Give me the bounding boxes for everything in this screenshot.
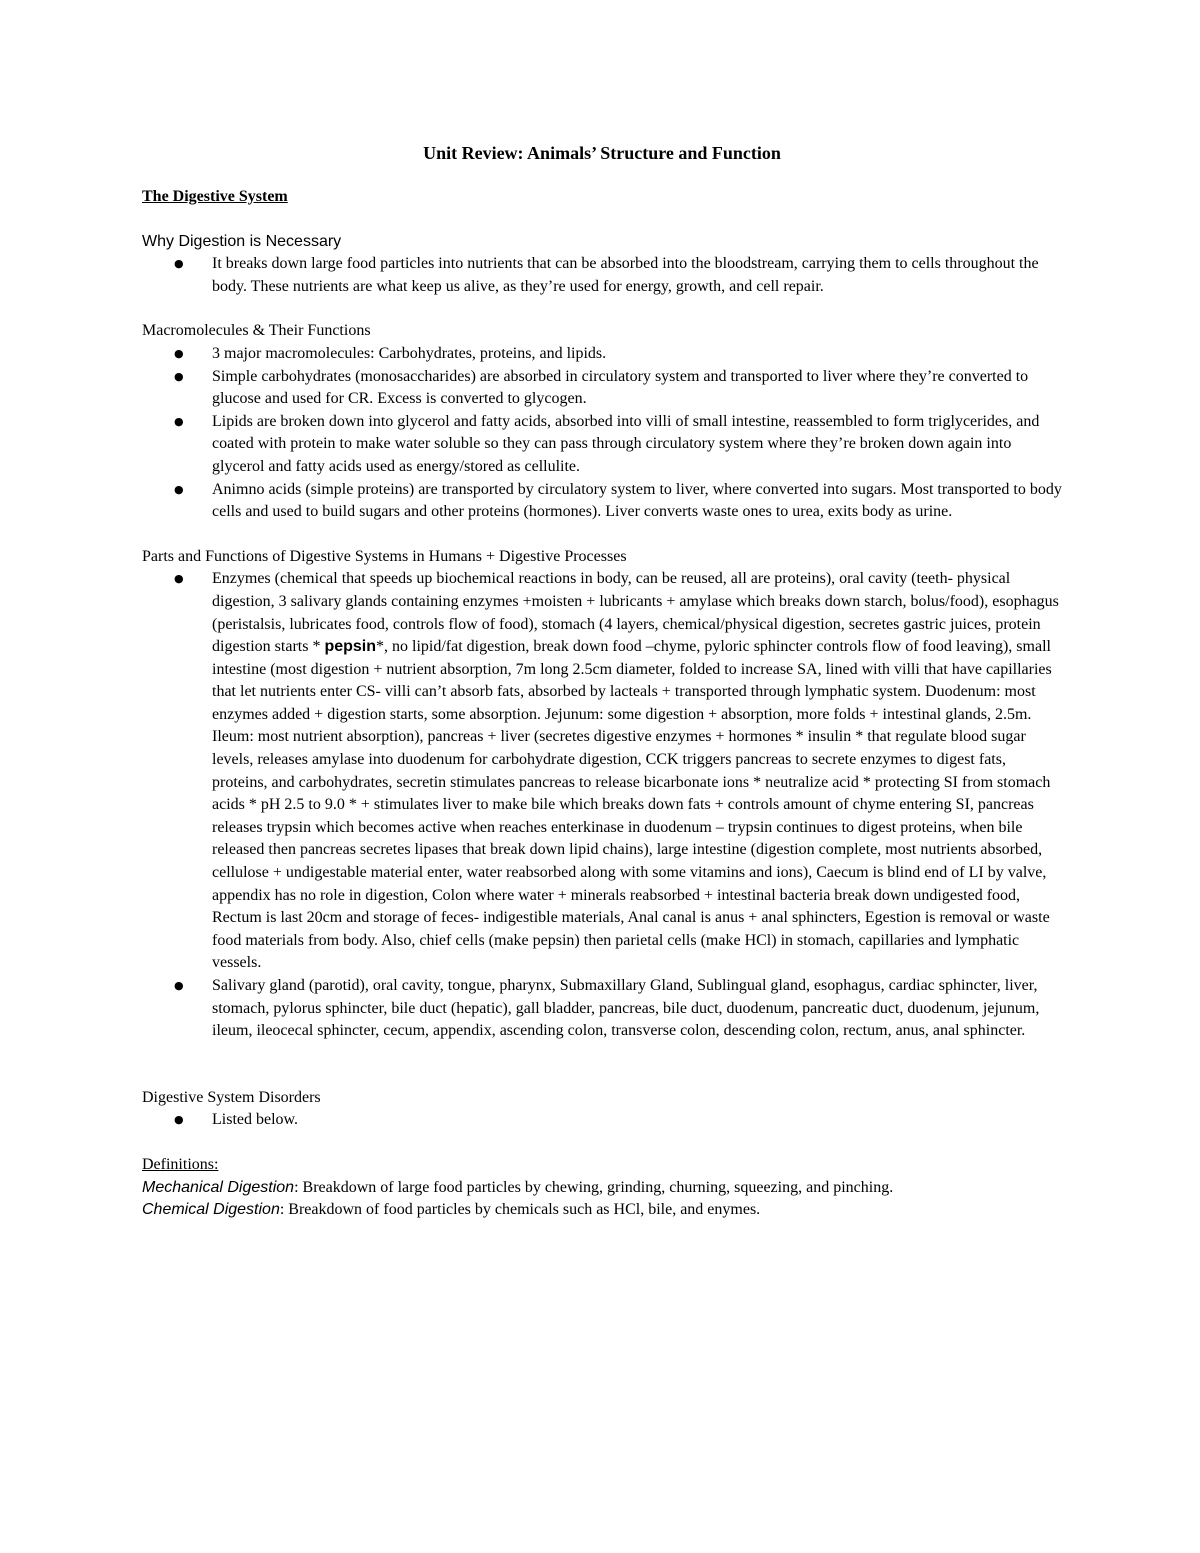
definition-term: Chemical Digestion <box>142 1201 280 1219</box>
section-heading: The Digestive System <box>142 188 288 205</box>
macromolecules-list <box>142 343 1062 524</box>
why-digestion-list <box>142 253 1062 298</box>
definition-text: : Breakdown of food particles by chemicals such as HCl, bile, and enymes. <box>279 1201 761 1219</box>
definition-chemical <box>142 1199 1062 1222</box>
disorders-heading: Digestive System Disorders <box>142 1088 321 1106</box>
item-text: Enzymes (chemical that speeds up biochemical reactions in body, can be reused, all are proteins), oral cavity (teeth- physical digestion, 3 salivary glands containing enzymes +moisten + lubricants + amylase which breaks down starch, bolus/food), esophagus (peristalsis, lubricates food, controls flow of food), stomach (4 layers, chemical/physical digestion, secretes gastric juices, protein digestion starts * <box>212 570 1059 656</box>
list-item <box>142 568 1062 975</box>
parts-functions-heading: Parts and Functions of Digestive Systems in Humans + Digestive Processes <box>142 547 627 565</box>
document-page <box>142 140 1062 1222</box>
parts-functions-list <box>142 568 1062 1042</box>
list-item: ● Animno acids (simple proteins) are transported by circulatory system to liver, where converted into sugars. Most transported to body cells and used to build sugars and other proteins (hormones). Liver converts waste ones to urea, exits body as urine. <box>142 479 1062 524</box>
macromolecules-heading: Macromolecules & Their Functions <box>142 322 371 340</box>
list-item: ● Listed below. <box>142 1109 1062 1132</box>
why-digestion-heading: Why Digestion is Necessary <box>142 232 342 250</box>
list-item: ● 3 major macromolecules: Carbohydrates, proteins, and lipids. <box>142 343 1062 366</box>
pepsin-term: pepsin <box>324 638 376 656</box>
list-item: ● Salivary gland (parotid), oral cavity, tongue, pharynx, Submaxillary Gland, Sublingual gland, esophagus, cardiac sphincter, liver, stomach, pylorus sphincter, bile duct (hepatic), gall bladder, pancreas, bile duct, duodenum, pancreatic duct, duodenum, jejunum, ileum, ileocecal sphincter, cecum, appendix, ascending colon, transverse colon, descending colon, rectum, anus, anal sphincter. <box>142 975 1062 1043</box>
list-item: ● Lipids are broken down into glycerol and fatty acids, absorbed into villi of small intestine, reassembled to form triglycerides, and coated with protein to make water soluble so they can pass through circulatory system where they’re broken down again into glycerol and fatty acids used as energy/stored as cellulite. <box>142 411 1062 479</box>
item-text: *, no lipid/fat digestion, break down food –chyme, pyloric sphincter controls flow of food leaving), small intestine (most digestion + nutrient absorption, 7m long 2.5cm diameter, folded to increase SA, lined with villi that have capillaries that let nutrients enter CS- villi can’t absorb fats, absorbed by lacteals + transported through lymphatic system. Duodenum: most enzymes added + digestion starts, some absorption. Jejunum: some digestion + absorption, more folds + intestinal glands, 2.5m. Ileum: most nutrient absorption), pancreas + liver (secretes digestive enzymes + hormones * insulin * that regulate blood sugar levels, releases amylase into duodenum for carbohydrate digestion, CCK triggers pancreas to secrete enzymes to digest fats, proteins, and carbohydrates, secretin stimulates pancreas to release bicarbonate ions * neutralize acid * protecting SI from stomach acids * pH 2.5 to 9.0 * + stimulates liver to make bile which breaks down fats + controls amount of chyme entering SI, pancreas releases trypsin which becomes active when reaches enterkinase in duodenum – trypsin continues to digest proteins, when bile released then pancreas secretes lipases that break down lipid chains), large intestine (digestion complete, most nutrients absorbed, cellulose + undigestable material enter, water reabsorbed along with some vitamins and ions), Caecum is blind end of LI by valve, appendix has no role in digestion, Colon where water + minerals reabsorbed + intestinal bacteria break down undigested food, Rectum is last 20cm and storage of feces- indigestible materials, Anal canal is anus + anal sphincters, Egestion is removal or waste food materials from body. Also, chief cells (make pepsin) then parietal cells (make HCl) in stomach, capillaries and lymphatic vessels. <box>212 638 1052 972</box>
definition-mechanical <box>142 1177 1062 1200</box>
list-item: ● Simple carbohydrates (monosaccharides) are absorbed in circulatory system and transported to liver where they’re converted to glucose and used for CR. Excess is converted to glycogen. <box>142 366 1062 411</box>
disorders-list <box>142 1109 1062 1132</box>
definition-text: : Breakdown of large food particles by chewing, grinding, churning, squeezing, and pinching. <box>294 1178 894 1196</box>
definition-term: Mechanical Digestion <box>142 1178 295 1196</box>
list-item: ● It breaks down large food particles into nutrients that can be absorbed into the bloodstream, carrying them to cells throughout the body. These nutrients are what keep us alive, as they’re used for energy, growth, and cell repair. <box>142 253 1062 298</box>
definitions-heading: Definitions: <box>142 1155 219 1173</box>
document-title: Unit Review: Animals’ Structure and Function <box>423 143 781 163</box>
